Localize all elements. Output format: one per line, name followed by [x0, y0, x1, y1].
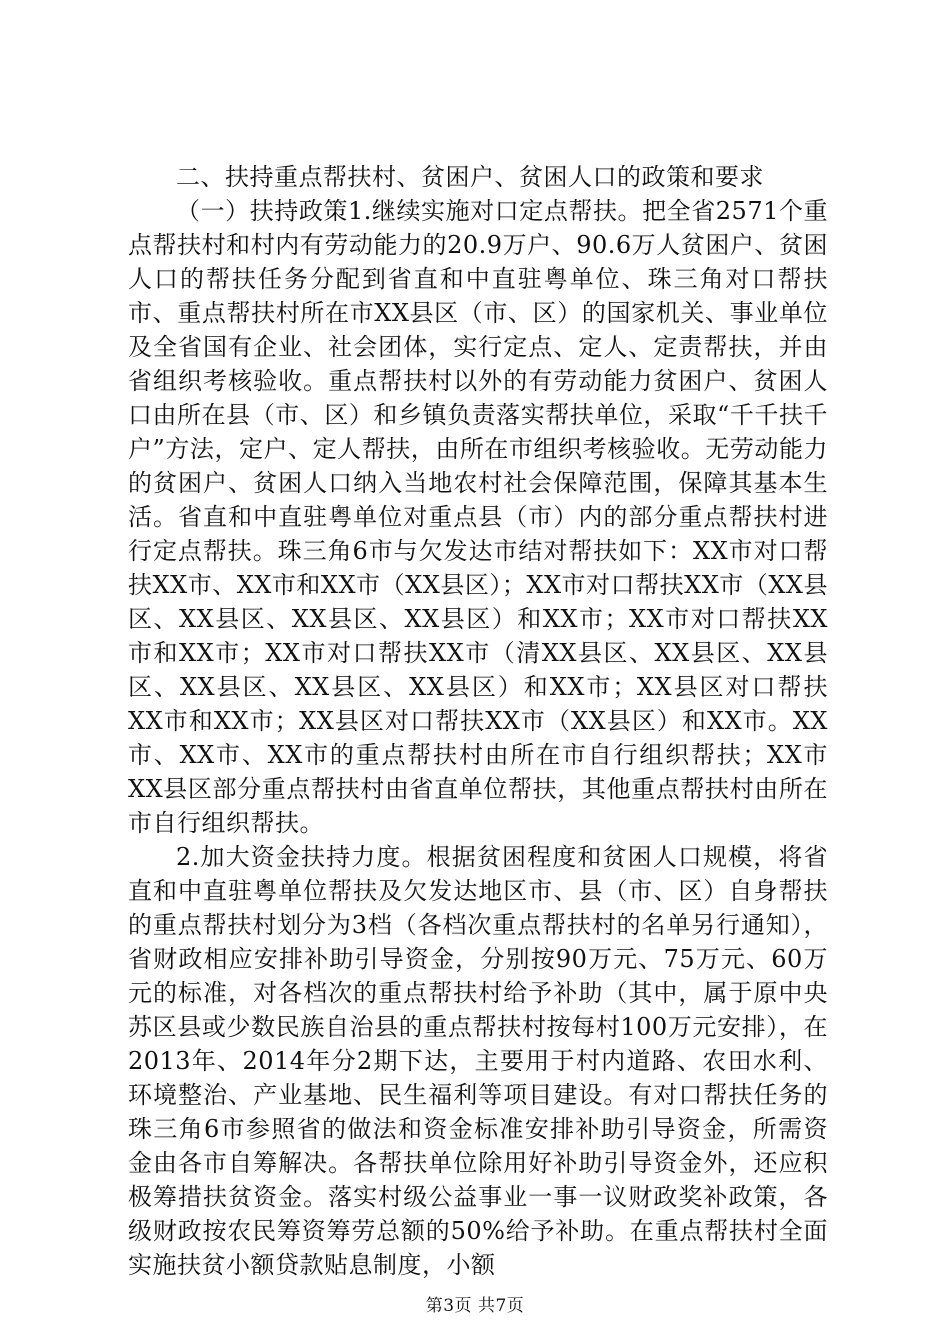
- paragraph-1: （一）扶持政策1.继续实施对口定点帮扶。把全省2571个重点帮扶村和村内有劳动能力的20.9万户、90.6万人贫困户、贫困人口的帮扶任务分配到省直和中直驻粤单位、珠三角对口帮扶市、重点帮扶村所在市XX县区（市、区）的国家机关、事业单位及全省国有企业、社会团体，实行定点、定人、定责帮扶，并由省组织考核验收。重点帮扶村以外的有劳动能力贫困户、贫困人口由所在县（市、区）和乡镇负责落实帮扶单位，采取“千千扶千户”方法，定户、定人帮扶，由所在市组织考核验收。无劳动能力的贫困户、贫困人口纳入当地农村社会保障范围，保障其基本生活。省直和中直驻粤单位对重点县（市）内的部分重点帮扶村进行定点帮扶。珠三角6市与欠发达市结对帮扶如下：XX市对口帮扶XX市、XX市和XX市（XX县区）；XX市对口帮扶XX市（XX县区、XX县区、XX县区、XX县区）和XX市；XX市对口帮扶XX市和XX市；XX市对口帮扶XX市（清XX县区、XX县区、XX县区、XX县区、XX县区、XX县区）和XX市；XX县区对口帮扶XX市和XX市；XX县区对口帮扶XX市（XX县区）和XX市。XX市、XX市、XX市的重点帮扶村由所在市自行组织帮扶；XX市XX县区部分重点帮扶村由省直单位帮扶，其他重点帮扶村由所在市自行组织帮扶。: [128, 197, 828, 837]
- section-heading: 二、扶持重点帮扶村、贫困户、贫困人口的政策和要求: [176, 163, 764, 191]
- paragraph-2: 2.加大资金扶持力度。根据贫困程度和贫困人口规模，将省直和中直驻粤单位帮扶及欠发达地区市、县（市、区）自身帮扶的重点帮扶村划分为3档（各档次重点帮扶村的名单另行通知），省财政相应安排补助引导资金，分别按90万元、75万元、60万元的标准，对各档次的重点帮扶村给予补助（其中，属于原中央苏区县或少数民族自治县的重点帮扶村按每村100万元安排），在2013年、2014年分2期下达，主要用于村内道路、农田水利、环境整治、产业基地、民生福利等项目建设。有对口帮扶任务的珠三角6市参照省的做法和资金标准安排补助引导资金，所需资金由各市自筹解决。各帮扶单位除用好补助引导资金外，还应积极筹措扶贫资金。落实村级公益事业一事一议财政奖补政策，各级财政按农民筹资筹劳总额的50%给予补助。在重点帮扶村全面实施扶贫小额贷款贴息制度，小额: [128, 843, 828, 1279]
- page-footer: 第3页 共7页: [425, 1296, 525, 1316]
- document-body: [128, 160, 828, 1282]
